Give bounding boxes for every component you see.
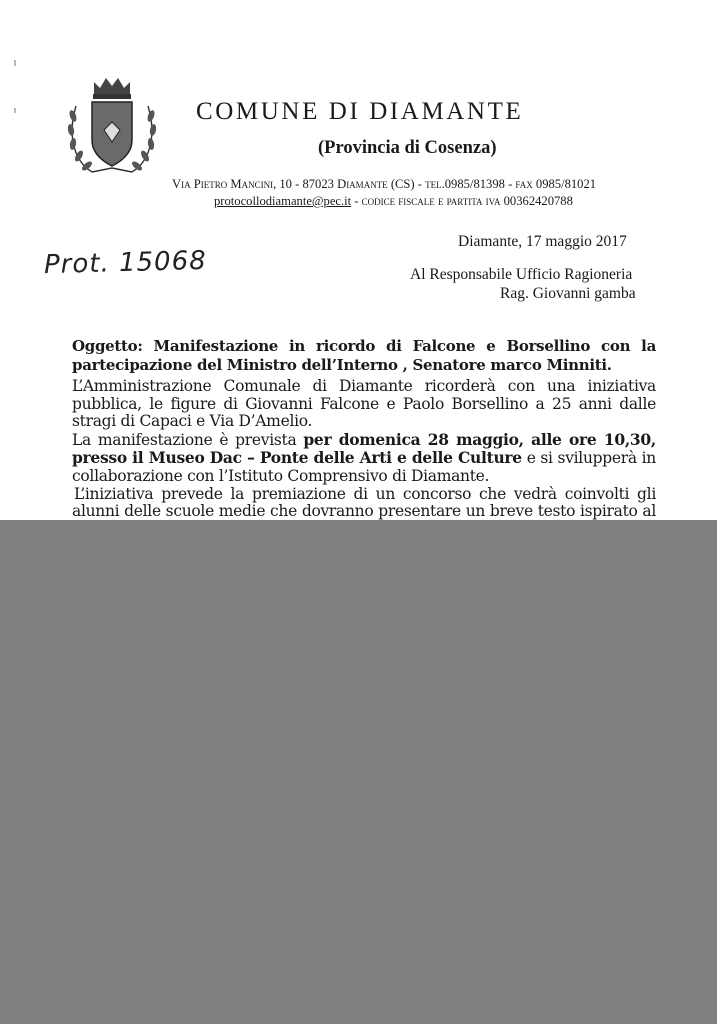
email-line <box>214 194 573 209</box>
letter-date: Diamante, 17 maggio 2017 <box>458 233 627 250</box>
municipality-title: COMUNE DI DIAMANTE <box>196 98 524 125</box>
recipient-line-2: Rag. Giovanni gamba <box>500 285 636 302</box>
body-paragraph: L’Amministrazione Comunale di Diamante ricorderà con una iniziativa pubblica, le figure di Giovanni Falcone e Paolo Borsellino a 25 anni dalle stragi di Capaci e Via D’Amelio. <box>72 377 656 431</box>
body-paragraph: L’iniziativa prevede la premiazione di un concorso che vedrà coinvolti gli alunni delle scuole medie che dovranno presentare un breve testo ispirato al <box>72 484 656 521</box>
address-line: Via Pietro Mancini, 10 - 87023 Diamante (CS) - tel.0985/81398 - fax 0985/81021 <box>172 177 597 191</box>
recipient-line-1: Al Responsabile Ufficio Ragioneria <box>410 266 633 283</box>
letter-body <box>72 378 656 538</box>
crest-logo-icon <box>62 72 162 178</box>
body-text: e si svilupperà in collaborazione con l’Istituto Comprensivo di Diamante. <box>72 449 656 485</box>
body-bold-text: per domenica 28 maggio, alle ore 10,30, presso il Museo Dac – Ponte delle Arti e delle Culture <box>72 429 656 468</box>
protocol-handwritten: Prot. 15068 <box>43 245 208 281</box>
body-paragraph <box>72 431 656 486</box>
scan-mark <box>14 108 16 113</box>
fiscal-code: - codice fiscale e partita iva 00362420788 <box>351 194 573 208</box>
province-subtitle: (Provincia di Cosenza) <box>318 138 497 158</box>
redaction-overlay <box>0 520 717 1024</box>
scan-mark <box>14 60 16 66</box>
subject-line: Oggetto: Manifestazione in ricordo di Falcone e Borsellino con la partecipazione del Ministro dell’Interno , Senatore marco Minniti. <box>72 337 656 374</box>
email-link[interactable]: protocollodiamante@pec.it <box>214 194 352 208</box>
body-text: La manifestazione è prevista <box>72 430 304 449</box>
